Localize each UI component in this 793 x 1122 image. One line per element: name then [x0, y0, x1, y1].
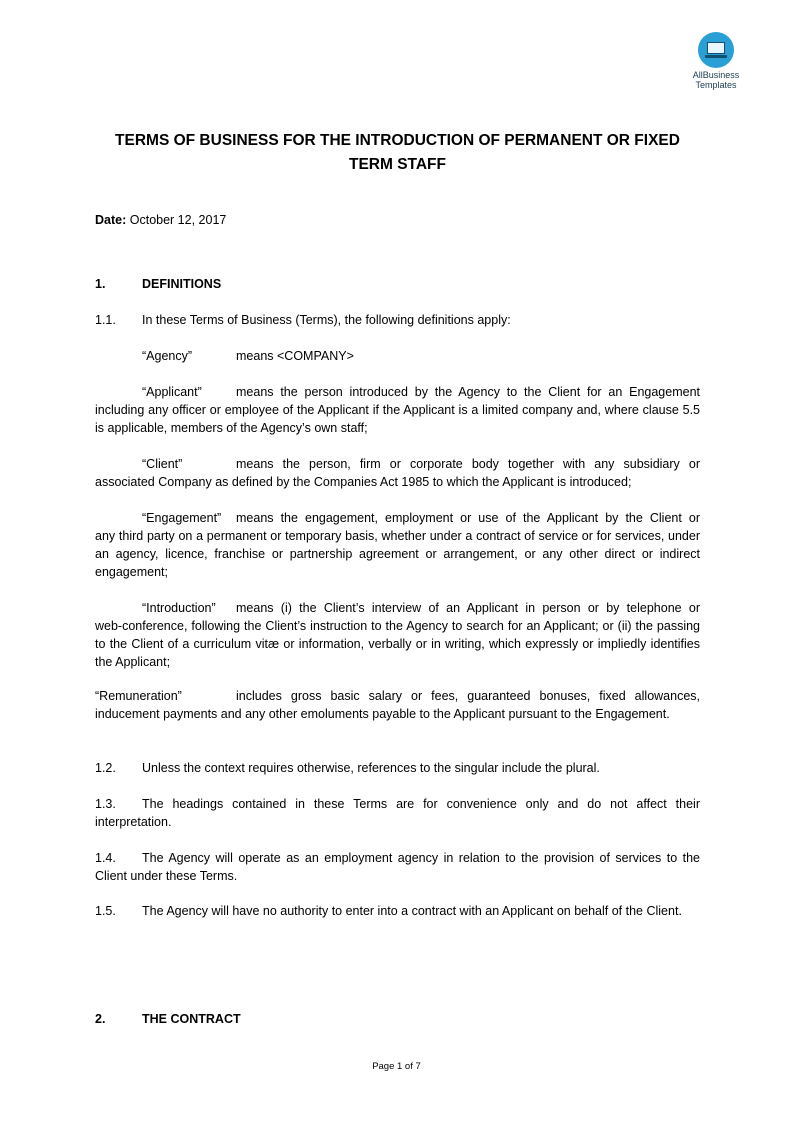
definition-term: “Remuneration” [95, 689, 182, 703]
clause-1-5 [95, 902, 700, 920]
clause-number: 1.4. [95, 851, 116, 865]
section-title: THE CONTRACT [142, 1012, 241, 1026]
definition-meaning-line1: means the person, firm or corporate body together with any subsidiary or [236, 457, 700, 471]
definition-meaning-rest: including any officer or employee of the Applicant if the Applicant is a limited company and, where clause 5.5 is applicable, members of the Agency’s own staff; [95, 403, 700, 435]
clause-number: 1.1. [95, 313, 116, 327]
definition-term: “Agency” [142, 349, 193, 363]
definition-client [95, 455, 700, 491]
definition-meaning-line1: means the person introduced by the Agency to the Client for an Engagement [236, 385, 700, 399]
clause-text: Unless the context requires otherwise, references to the singular include the plural. [142, 761, 600, 775]
definition-term: “Client” [142, 457, 183, 471]
definition-term: “Engagement” [142, 511, 222, 525]
clause-text: The Agency will operate as an employment agency in relation to the provision of services to the Client under these Terms. [95, 851, 700, 883]
date-line [95, 211, 700, 229]
definition-term: “Introduction” [142, 601, 216, 615]
definition-meaning-rest: associated Company as defined by the Companies Act 1985 to which the Applicant is introduced; [95, 475, 632, 489]
laptop-icon [698, 32, 734, 68]
clause-number: 1.5. [95, 904, 116, 918]
definition-meaning-line1: means the engagement, employment or use of the Applicant by the Client or [236, 511, 700, 525]
logo-line1: AllBusiness [692, 70, 740, 80]
clause-text: The Agency will have no authority to enter into a contract with an Applicant on behalf of the Client. [142, 904, 682, 918]
definition-meaning: means <COMPANY> [236, 349, 354, 363]
clause-1-2 [95, 759, 700, 777]
definition-remuneration [95, 687, 700, 723]
clause-number: 1.3. [95, 797, 116, 811]
clause-number: 1.2. [95, 761, 116, 775]
definition-meaning-rest: any third party on a permanent or temporary basis, whether under a contract of service or for services, under an agency, licence, franchise or partnership agreement or arrangement, or any other direct or indirect engagement; [95, 529, 700, 579]
logo-text [684, 70, 748, 90]
definition-meaning-rest: web-conference, following the Client’s instruction to the Agency to search for an Applicant; or (ii) the passing to the Client of a curriculum vitæ or information, verbally or in writing, which expressly or impliedly identifies the Applicant; [95, 619, 700, 669]
clause-1-3 [95, 795, 700, 831]
clause-1-1 [95, 311, 700, 329]
section-1-heading [95, 275, 700, 293]
logo-line2: Templates [695, 80, 737, 90]
definition-meaning-rest: inducement payments and any other emoluments payable to the Applicant pursuant to the Engagement. [95, 707, 670, 721]
clause-text: The headings contained in these Terms are for convenience only and do not affect their interpretation. [95, 797, 700, 829]
page-footer: Page 1 of 7 [372, 1061, 421, 1072]
definition-engagement [95, 509, 700, 581]
section-title: DEFINITIONS [142, 277, 222, 291]
definition-meaning-line1: means (i) the Client’s interview of an Applicant in person or by telephone or [236, 601, 700, 615]
definition-agency [95, 347, 700, 365]
section-number: 1. [95, 277, 106, 291]
definition-introduction [95, 599, 700, 671]
clause-1-4 [95, 849, 700, 885]
definition-applicant [95, 383, 700, 437]
clause-text: In these Terms of Business (Terms), the following definitions apply: [142, 313, 511, 327]
date-value: October 12, 2017 [129, 213, 227, 227]
definition-term: “Applicant” [142, 385, 202, 399]
definition-meaning-line1: includes gross basic salary or fees, guaranteed bonuses, fixed allowances, [236, 689, 700, 703]
section-2-heading [95, 1010, 700, 1028]
document-title: TERMS OF BUSINESS FOR THE INTRODUCTION OF PERMANENT OR FIXED TERM STAFF [115, 132, 680, 173]
logo [684, 32, 748, 90]
date-label: Date: [95, 213, 127, 227]
section-number: 2. [95, 1012, 106, 1026]
